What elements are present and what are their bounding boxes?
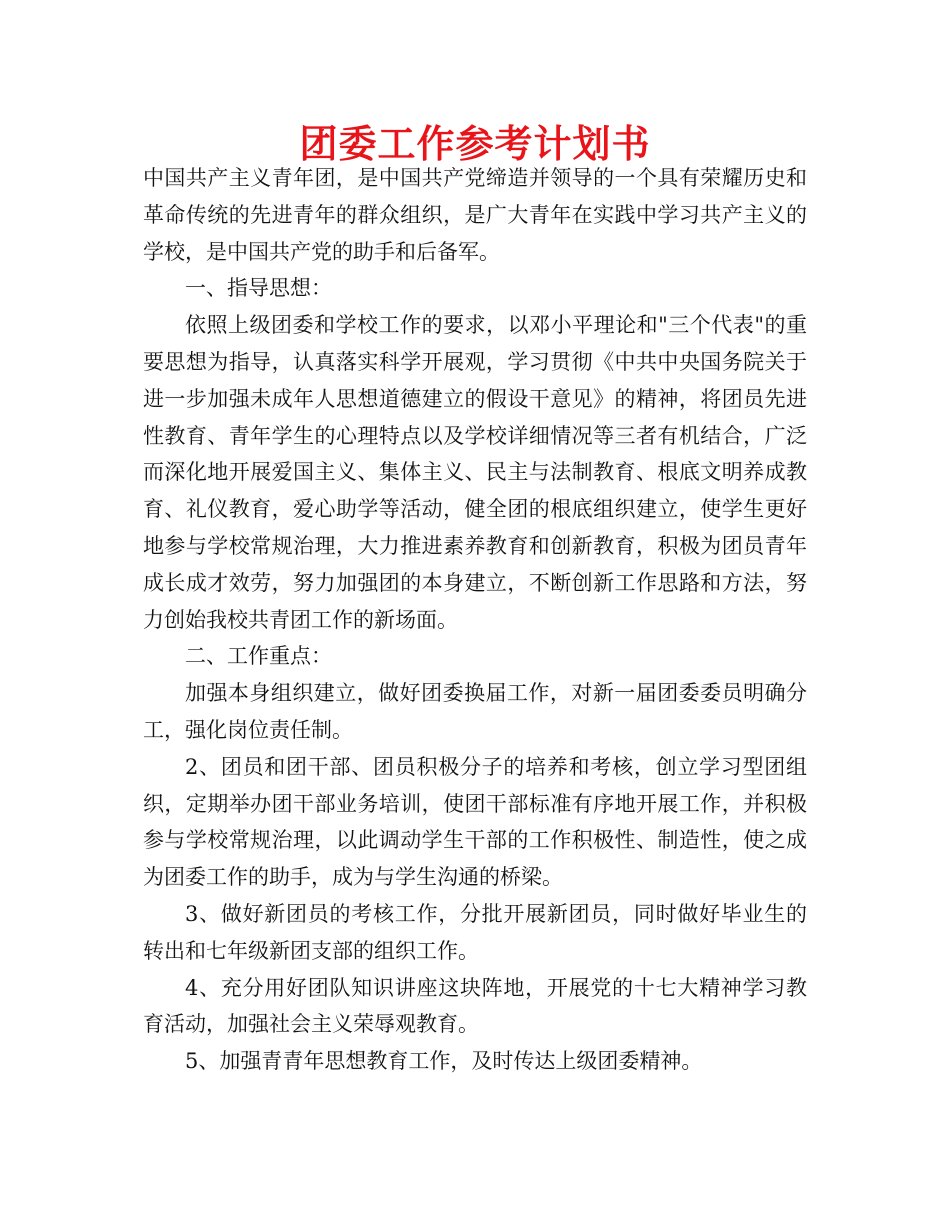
document-title: 团委工作参考计划书 [299,122,651,166]
paragraph-item-3: 3、做好新团员的考核工作，分批开展新团员，同时做好毕业生的转出和七年级新团支部的组织工作。 [143,901,807,963]
paragraph-guiding-ideology: 依照上级团委和学校工作的要求，以邓小平理论和"三个代表"的重要思想为指导，认真落实科学开展观，学习贯彻《中共中央国务院关于进一步加强未成年人思想道德建立的假设干意见》的精神，将团员先进性教育、青年学生的心理特点以及学校详细情况等三者有机结合，广泛而深化地开展爱国主义、集体主义、民主与法制教育、根底文明养成教育、礼仪教育，爱心助学等活动，健全团的根底组织建立，使学生更好地参与学校常规治理，大力推进素养教育和创新教育，积极为团员青年成长成才效劳，努力加强团的本身建立，不断创新工作思路和方法，努力创始我校共青团工作的新场面。 [143,313,807,632]
paragraph-intro: 中国共产主义青年团，是中国共产党缔造并领导的一个具有荣耀历史和革命传统的先进青年的群众组织，是广大青年在实践中学习共产主义的学校，是中国共产党的助手和后备军。 [143,166,807,264]
document-body [143,160,807,1080]
paragraph-item-4: 4、充分用好团队知识讲座这块阵地，开展党的十七大精神学习教育活动，加强社会主义荣辱观教育。 [143,975,807,1037]
paragraph-item-2: 2、团员和团干部、团员积极分子的培养和考核，创立学习型团组织，定期举办团干部业务培训，使团干部标准有序地开展工作，并积极参与学校常规治理，以此调动学生干部的工作积极性、制造性，使之成为团委工作的助手，成为与学生沟通的桥梁。 [143,754,807,890]
paragraph-item-1: 加强本身组织建立，做好团委换届工作，对新一届团委委员明确分工，强化岗位责任制。 [143,681,807,742]
section-heading-work-focus: 二、工作重点： [185,644,332,669]
paragraph-item-5: 5、加强青青年思想教育工作，及时传达上级团委精神。 [185,1049,703,1074]
section-heading-guiding-ideology: 一、指导思想： [185,276,332,301]
